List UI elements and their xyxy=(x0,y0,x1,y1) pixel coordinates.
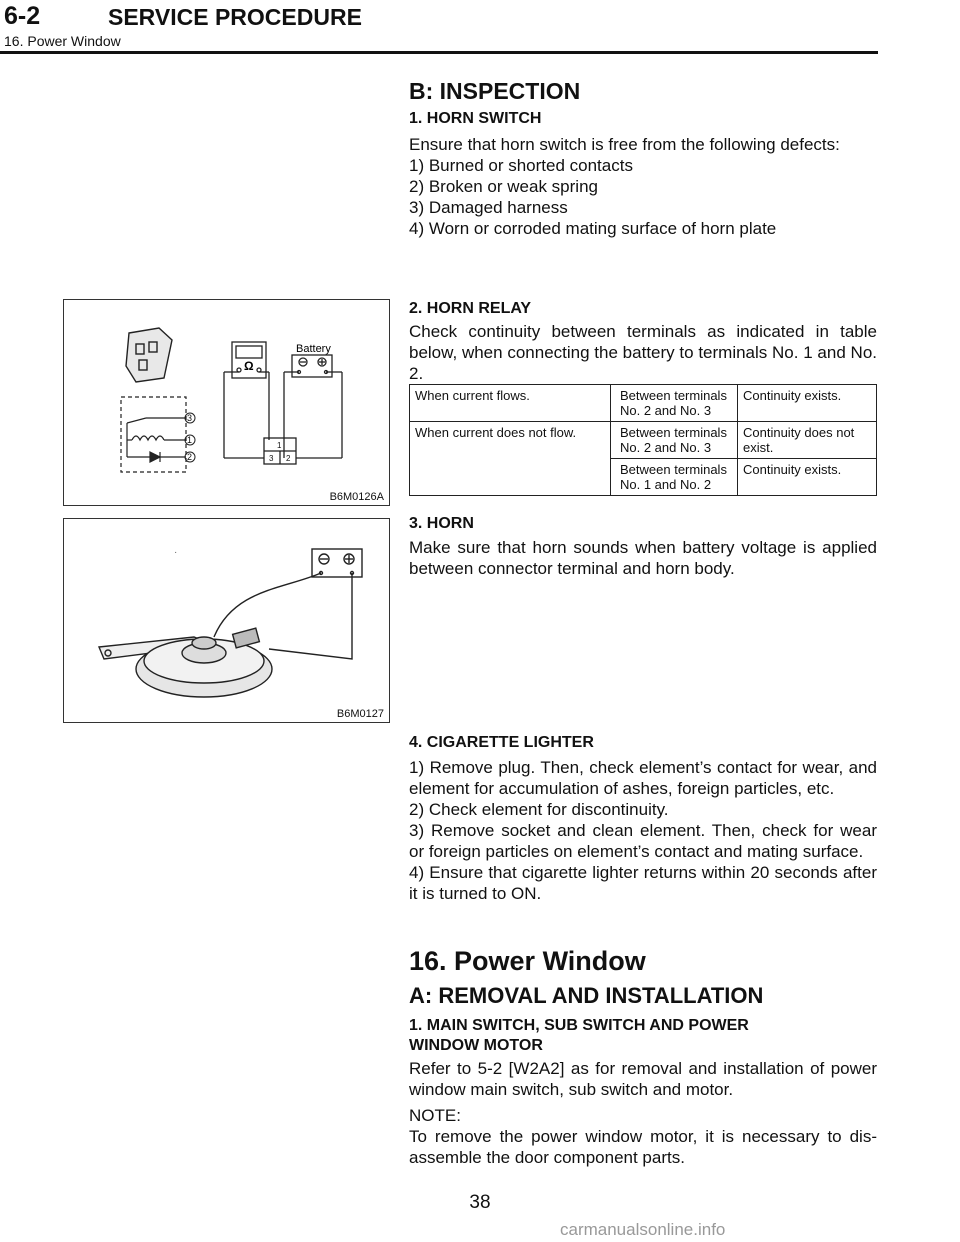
note-text: To remove the power window motor, it is necessary to dis-assemble the door component parts. xyxy=(409,1127,877,1167)
list-item: 4) Ensure that cigarette lighter returns within 20 seconds after it is turned to ON. xyxy=(409,863,877,903)
horn-relay-diagram xyxy=(64,300,389,505)
watermark: carmanualsonline.info xyxy=(560,1220,726,1239)
table-row xyxy=(410,385,877,422)
horn-relay-figure xyxy=(63,299,390,506)
relay-terminal-2: 2 xyxy=(187,452,193,462)
list-item: 2) Check element for discontinuity. xyxy=(409,800,669,819)
list-item: 1) Remove plug. Then, check element’s contact for wear, and element for accumulation of ashes, foreign particles, etc. xyxy=(409,758,877,798)
horn-relay-body xyxy=(409,321,877,384)
note-label: NOTE: xyxy=(409,1106,461,1125)
table-cell: Continuity does not exist. xyxy=(738,422,877,459)
page-title: SERVICE PROCEDURE xyxy=(108,4,362,30)
list-item: 3) Remove socket and clean element. Then, check for wear or foreign particles on element’s contact and mating surface. xyxy=(409,821,877,861)
cigarette-lighter-title: 4. CIGARETTE LIGHTER xyxy=(409,734,594,751)
list-item: 3) Damaged harness xyxy=(409,198,568,217)
table-cell: Continuity exists. xyxy=(738,385,877,422)
horn-title: 3. HORN xyxy=(409,515,474,532)
pin-label-1: 1 xyxy=(277,441,282,450)
table-cell: Between terminals No. 1 and No. 2 xyxy=(611,459,738,496)
list-item: 4) Worn or corroded mating surface of horn plate xyxy=(409,219,777,238)
cigarette-lighter-body xyxy=(409,757,877,904)
page-subtitle: 16. Power Window xyxy=(4,33,121,49)
page-number: 38 xyxy=(469,1192,491,1213)
power-window-body xyxy=(409,1058,877,1168)
ohm-symbol: Ω xyxy=(244,359,254,373)
table-row xyxy=(410,422,877,459)
main-switch-title-line: 1. MAIN SWITCH, SUB SWITCH AND POWER xyxy=(409,1017,749,1034)
horn-relay-title: 2. HORN RELAY xyxy=(409,300,532,317)
section-code: 6-2 xyxy=(4,2,41,30)
pin-label-2: 2 xyxy=(286,454,291,463)
relay-terminal-3: 3 xyxy=(187,413,193,423)
horn-relay-text: Check continuity between terminals as indicated in table below, when connecting the battery to terminals No. 1 and No. 2. xyxy=(409,322,877,383)
pin-label-3: 3 xyxy=(269,454,274,463)
relay-terminal-1: 1 xyxy=(187,435,193,445)
horn-diagram xyxy=(64,519,389,722)
header-rule xyxy=(0,51,878,54)
figure-caption: B6M0127 xyxy=(336,708,384,720)
list-item: 1) Burned or shorted contacts xyxy=(409,156,633,175)
main-switch-title-line: WINDOW MOTOR xyxy=(409,1037,543,1054)
table-cell: Between terminals No. 2 and No. 3 xyxy=(611,422,738,459)
horn-switch-body xyxy=(409,134,877,239)
main-switch-title xyxy=(409,1016,877,1056)
continuity-table xyxy=(409,384,877,496)
table-cell: Continuity exists. xyxy=(738,459,877,496)
table-cell: When current does not flow. xyxy=(410,422,611,496)
horn-figure xyxy=(63,518,390,723)
horn-switch-title: 1. HORN SWITCH xyxy=(409,110,542,127)
power-window-heading: 16. Power Window xyxy=(409,946,646,976)
horn-body xyxy=(409,537,877,579)
power-window-text: Refer to 5-2 [W2A2] as for removal and installation of power window main switch, sub switch and motor. xyxy=(409,1059,877,1099)
battery-label: Battery xyxy=(296,343,331,355)
removal-installation-heading: A: REMOVAL AND INSTALLATION xyxy=(409,983,764,1008)
figure-caption: B6M0126A xyxy=(329,491,384,503)
table-cell: When current flows. xyxy=(410,385,611,422)
horn-text: Make sure that horn sounds when battery voltage is applied between connector terminal and horn body. xyxy=(409,538,877,578)
inspection-heading: B: INSPECTION xyxy=(409,78,581,104)
horn-switch-intro: Ensure that horn switch is free from the following defects: xyxy=(409,135,840,154)
list-item: 2) Broken or weak spring xyxy=(409,177,598,196)
svg-text:·: · xyxy=(174,547,178,558)
table-cell: Between terminals No. 2 and No. 3 xyxy=(611,385,738,422)
